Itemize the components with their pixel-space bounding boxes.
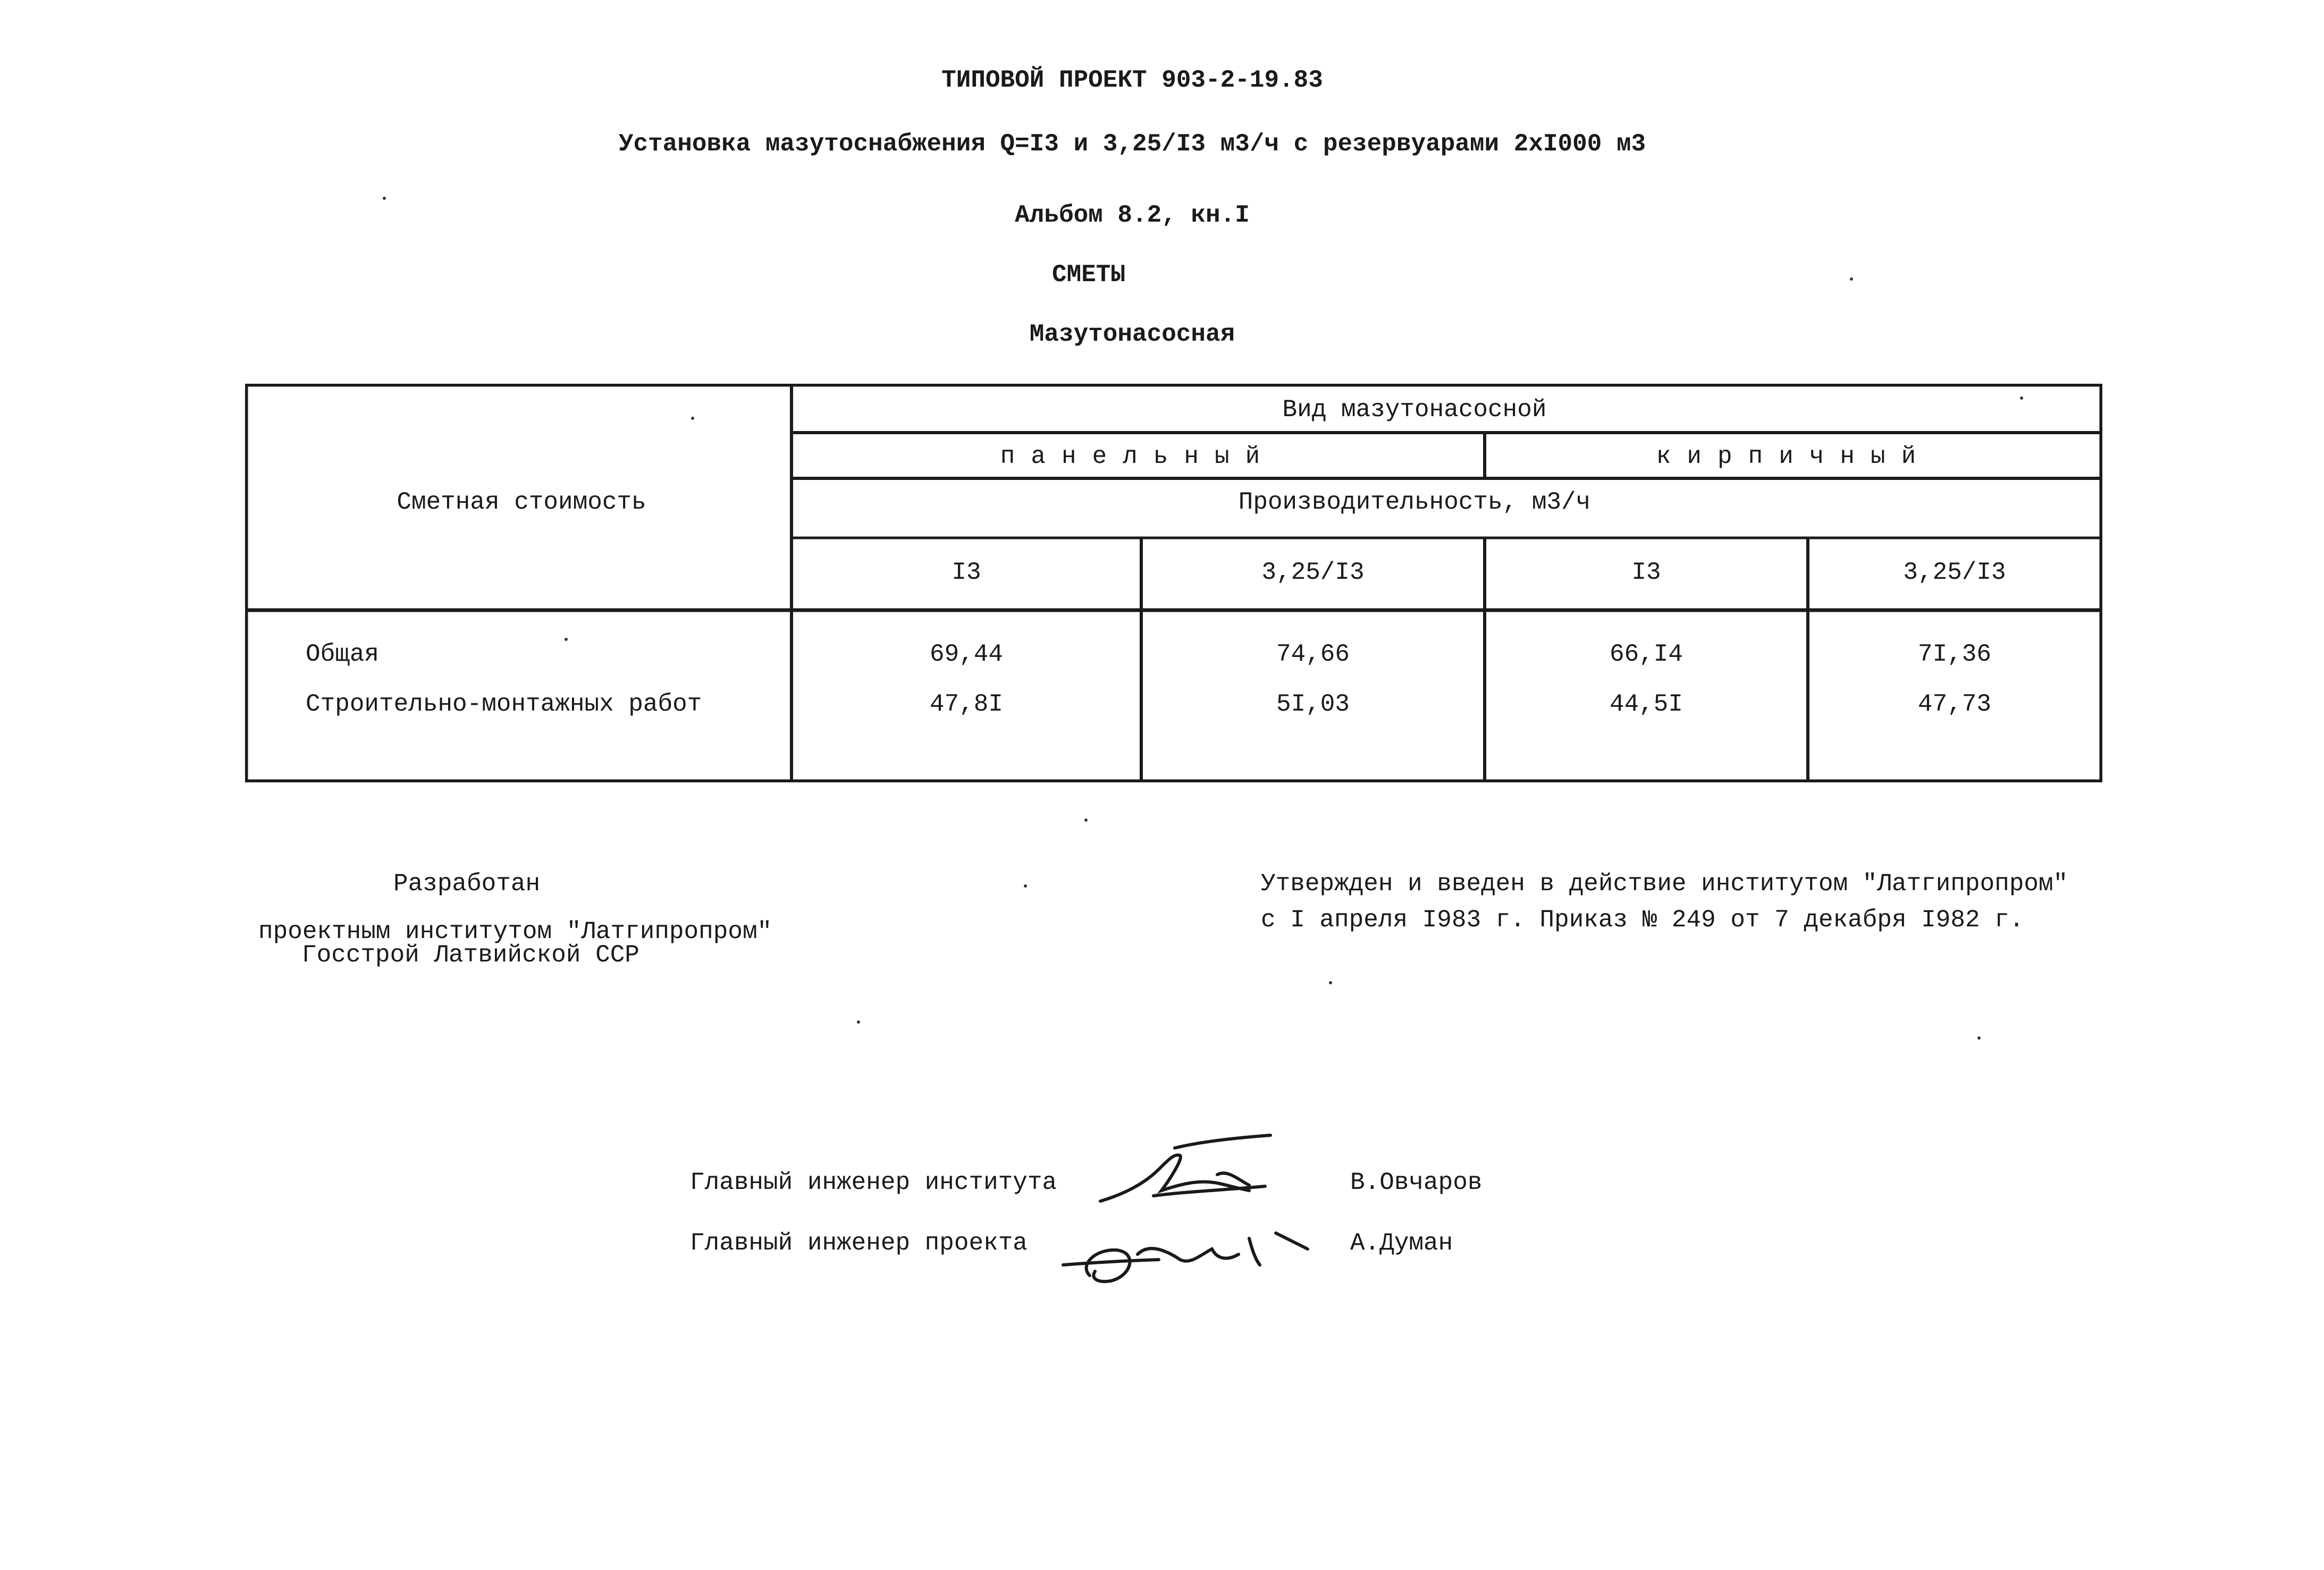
table-cell: 74,66 [1276,640,1350,668]
type-brick-header: кирпичный [1656,443,1932,470]
column-header: I3 [952,559,981,586]
table-cell: 7I,36 [1917,640,1992,668]
project-number: ТИПОВОЙ ПРОЕКТ 903-2-19.83 [941,66,1323,94]
group-header: Вид мазутонасосной [1282,396,1547,424]
scan-speck [1329,981,1332,984]
developed-heading: Разработан [393,870,541,898]
table-cell: 47,8I [929,690,1004,718]
handwritten-signature-chief-institute [1090,1132,1281,1217]
type-panel-header: панельный [1000,443,1276,470]
album-label: Альбом 8.2, кн.I [1015,201,1250,229]
table-cell: 47,73 [1917,690,1992,718]
signature-name: В.Овчаров [1350,1169,1483,1196]
table-cell: 69,44 [929,640,1004,668]
scan-speck [1084,818,1088,822]
column-header: 3,25/I3 [1261,559,1365,586]
signature-role: Главный инженер проекта [690,1229,1028,1257]
table-cell: 66,I4 [1609,640,1683,668]
column-header: 3,25/I3 [1903,559,2006,586]
scan-speck [565,638,568,641]
signature-name: А.Думан [1350,1229,1453,1257]
scan-speck [691,417,694,420]
developed-ministry: Госстрой Латвийской ССР [302,941,639,969]
row-label-construction: Строительно-монтажных работ [306,690,702,718]
approval-statement: Утвержден и введен в действие институтом "Латгипропром" [1261,870,2068,898]
subsection-title: Мазутонасосная [1029,320,1235,348]
capacity-header: Производительность, м3/ч [1238,488,1591,516]
scan-speck [1024,884,1027,888]
scan-speck [2020,396,2023,400]
scan-speck [1977,1036,1981,1040]
document-title: Установка мазутоснабжения Q=I3 и 3,25/I3 м3/ч с резервуарами 2хI000 м3 [618,130,1646,158]
column-header: I3 [1631,559,1661,586]
handwritten-signature-chief-project [1058,1212,1334,1297]
developed-institute: проектным институтом "Латгипропром" [258,918,772,946]
section-title: СМЕТЫ [1051,261,1126,289]
table-cell: 44,5I [1609,690,1683,718]
estimate-table [245,384,2102,782]
signature-role: Главный инженер института [690,1169,1057,1196]
approval-order: с I апреля I983 г. Приказ № 249 от 7 декабря I982 г. [1261,906,2024,934]
scan-speck [857,1020,860,1024]
scan-speck [1850,277,1853,281]
row-header: Сметная стоимость [397,488,646,516]
scan-speck [383,197,386,200]
table-cell: 5I,03 [1276,690,1350,718]
row-label-total: Общая [306,640,380,668]
